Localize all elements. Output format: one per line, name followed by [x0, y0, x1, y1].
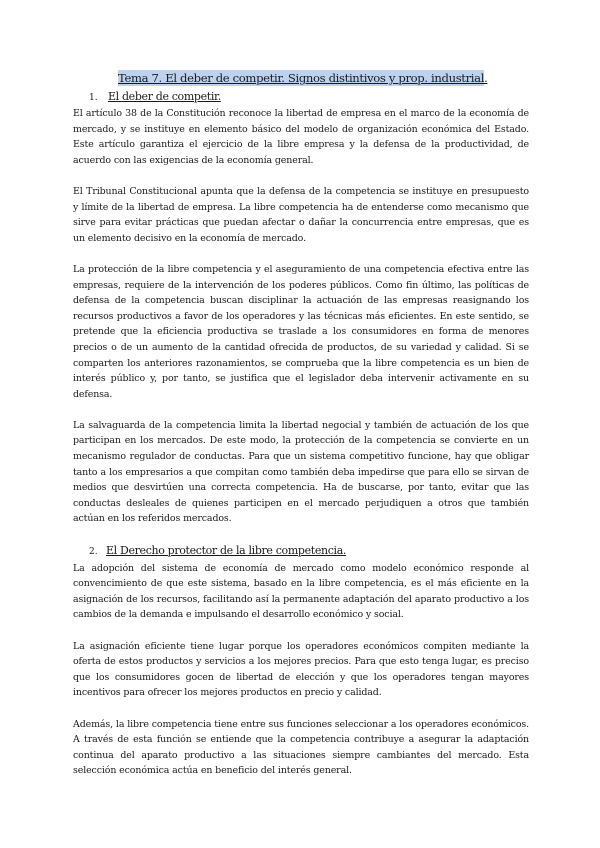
section-1-heading [73, 89, 529, 106]
paragraph: La adopción del sistema de economía de mercado como modelo económico responde al convencimiento de que este sistema, basado en la libre competencia, es el más eficiente en la asignación de los recursos, facilitando así la permanente adaptación del aparato productivo a los cambios de la demanda e impulsando el desarrollo económico y social. [73, 562, 529, 621]
paragraph: La salvaguarda de la competencia limita la libertad negocial y también de actuación de los que participan en los mercados. De este modo, la protección de la competencia se convierte en un mecanismo regulador de conductas. Para que un sistema competitivo funcione, hay que obligar tanto a los empresarios a que compitan como también deba impedirse que para ello se sirvan de medios que desvirtúen una correcta competencia. Ha de buscarse, por tanto, evitar que las conductas desleales de quienes participen en el mercado perjudiquen a otros que también actúan en los referidos mercados. [73, 419, 529, 525]
section-2-body [73, 561, 529, 779]
section-2-number: 2. [89, 546, 98, 557]
paragraph: Además, la libre competencia tiene entre sus funciones seleccionar a los operadores económicos. A través de esta función se entiende que la competencia contribuye a asegurar la adaptación continua del aparato productivo a las situaciones siempre cambiantes del mercado. Esta selección económica actúa en beneficio del interés general. [73, 718, 529, 777]
section-2-heading [73, 543, 529, 560]
section-2-title: El Derecho protector de la libre competencia. [106, 543, 347, 557]
section-1-title: El deber de competir. [108, 90, 221, 103]
paragraph: El Tribunal Constitucional apunta que la defensa de la competencia se instituye en presupuesto y límite de la libertad de empresa. La libre competencia ha de entenderse como mecanismo que sirve para evitar prácticas que puedan afectar o dañar la concurrencia entre empresas, que es un elemento decisivo en la economía de mercado. [73, 185, 529, 244]
paragraph: La protección de la libre competencia y el aseguramiento de una competencia efectiva entre las empresas, requiere de la intervención de los poderes públicos. Como fin último, las políticas de defensa de la competencia buscan disciplinar la actuación de las empresas reasignando los recursos productivos a favor de los operadores y las técnicas más eficientes. En este sentido, se pretende que la eficiencia productiva se traslade a los consumidores en forma de menores precios o de un aumento de la cantidad ofrecida de productos, de su variedad y calidad. Si se comparten los anteriores razonamientos, se comprueba que la libre competencia es un bien de interés público y, por tanto, se justifica que el legislador deba intervenir activamente en su defensa. [73, 263, 529, 400]
document-page [73, 70, 529, 779]
section-1-body [73, 106, 529, 527]
section-1-number: 1. [89, 93, 98, 103]
paragraph: La asignación eficiente tiene lugar porque los operadores económicos compiten mediante la oferta de estos productos y servicios a los mejores precios. Para que esto tenga lugar, es preciso que los consumidores gocen de libertad de elección y que los operadores tengan mayores incentivos para ofrecer los mejores productos en precio y calidad. [73, 640, 529, 699]
document-title: Tema 7. El deber de competir. Signos distintivos y prop. industrial. [118, 71, 488, 85]
paragraph: El artículo 38 de la Constitución reconoce la libertad de empresa en el marco de la economía de mercado, y se instituye en elemento básico del modelo de organización económica del Estado. Este artículo garantiza el ejercicio de la libre empresa y la defensa de la productividad, de acuerdo con las exigencias de la economía general. [73, 108, 529, 166]
